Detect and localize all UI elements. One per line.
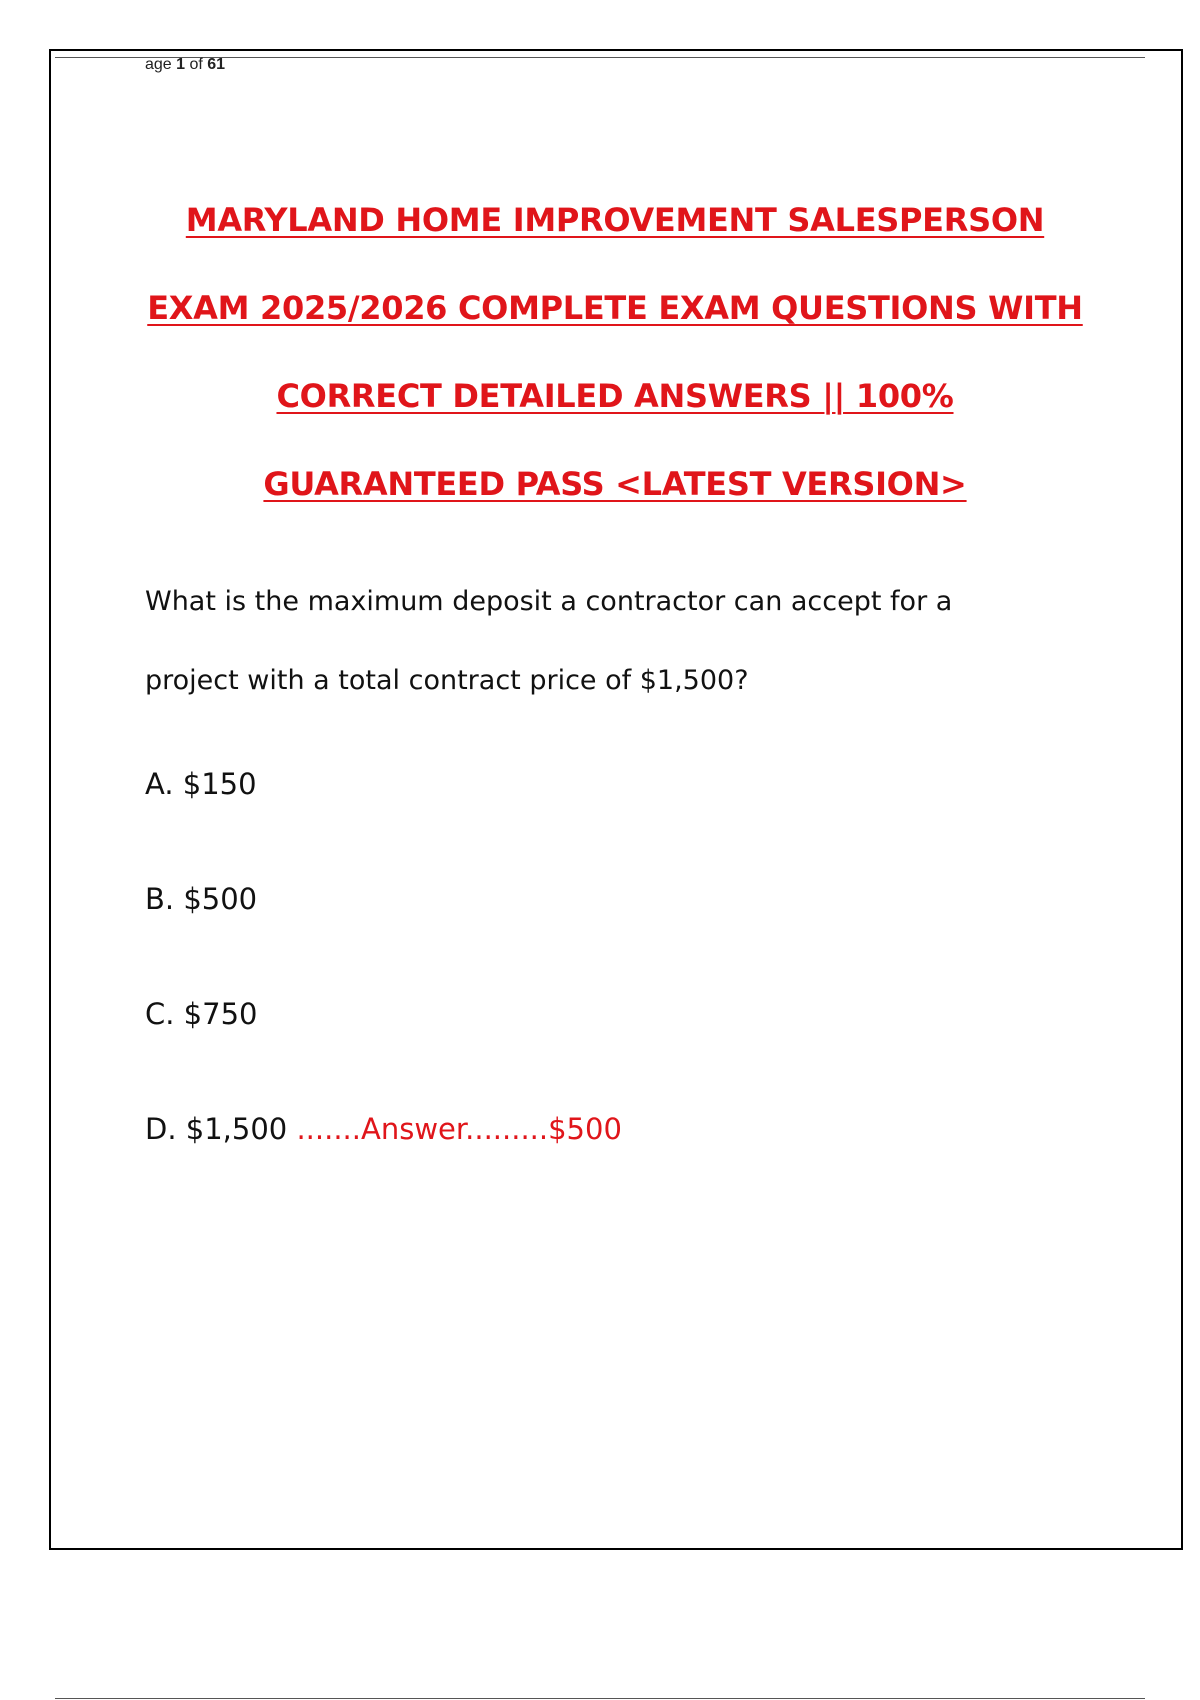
answer-text: .......Answer.........$500: [287, 1112, 622, 1146]
question-line-2: project with a total contract price of $1,500?: [145, 665, 749, 696]
footer-rule: [55, 1698, 1145, 1699]
option-a: A. $150: [145, 767, 257, 801]
document-title: [60, 176, 1170, 528]
option-d-label: D. $1,500: [145, 1112, 288, 1146]
question-text: [145, 562, 1125, 720]
option-b: B. $500: [145, 882, 258, 916]
page-number: [145, 55, 225, 75]
title-line-3: CORRECT DETAILED ANSWERS || 100%: [276, 377, 954, 415]
page-number-total: 61: [207, 56, 226, 73]
title-line-2: EXAM 2025/2026 COMPLETE EXAM QUESTIONS WITH: [147, 289, 1083, 327]
title-line-1: MARYLAND HOME IMPROVEMENT SALESPERSON: [185, 201, 1045, 239]
page-number-current: 1: [176, 56, 186, 73]
page-number-of: of: [185, 56, 208, 73]
option-c: C. $750: [145, 997, 258, 1031]
title-line-4: GUARANTEED PASS <LATEST VERSION>: [263, 465, 967, 503]
option-d: [145, 1109, 622, 1149]
page-number-prefix: age: [145, 56, 177, 73]
question-line-1: What is the maximum deposit a contractor can accept for a: [145, 586, 953, 617]
